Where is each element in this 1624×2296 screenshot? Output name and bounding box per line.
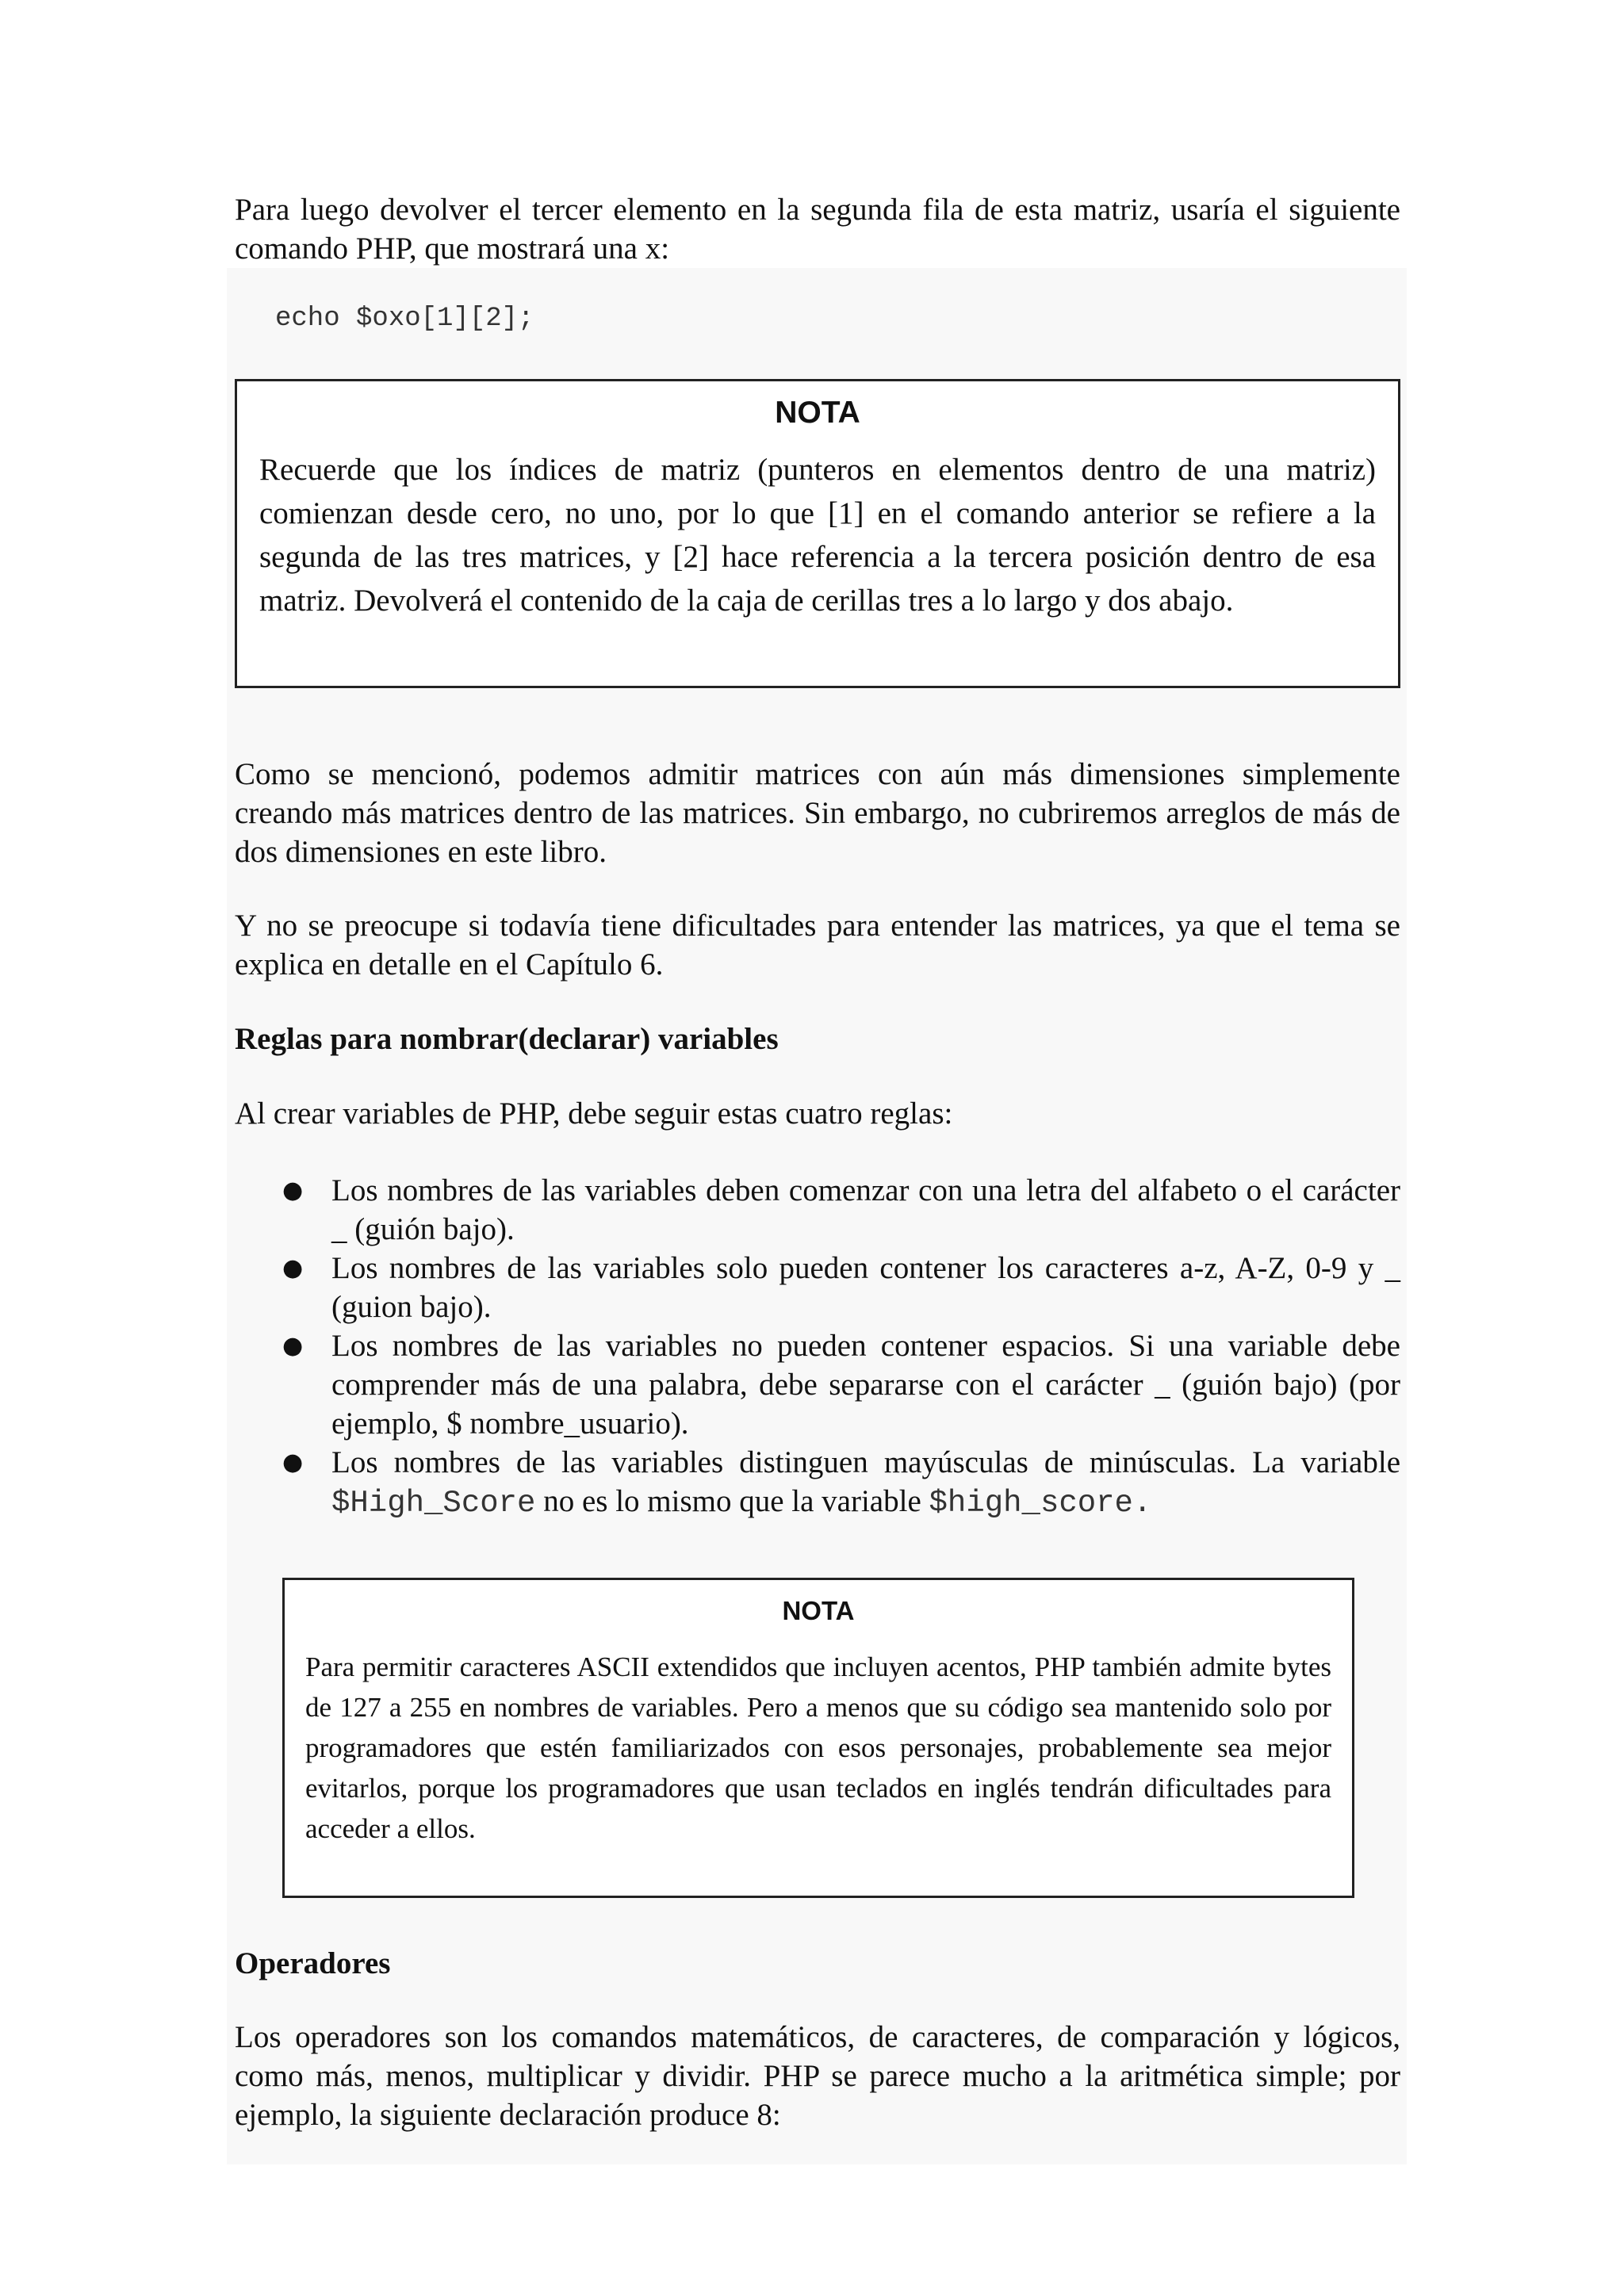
rules-intro: Al crear variables de PHP, debe seguir estas cuatro reglas: [235,1096,953,1131]
dimensions-paragraph: Como se mencionó, podemos admitir matrices con aún más dimensiones simplemente creando más matrices dentro de las matrices. Sin embargo, no cubriremos arreglos de más de dos dimensiones en este libro. [235,757,1400,869]
bullet-icon: ● [282,1254,304,1282]
note-title: NOTA [782,1596,855,1625]
section-heading-operators: Operadores [235,1946,391,1980]
note-text: Para permitir caracteres ASCII extendidos que incluyen acentos, PHP también admite bytes de 127 a 255 en nombres de variables. Pero a menos que su código sea mantenido solo por programadores que estén familiarizados con esos personajes, probablemente sea mejor evitarlos, porque los programadores que usan teclados en inglés tendrán dificultades para acceder a ellos. [305,1651,1331,1844]
bullet-icon: ● [282,1177,304,1204]
list-item: ● Los nombres de las variables no pueden contener espacios. Si una variable debe comprender más de una palabra, debe separarse con el carácter _ (guión bajo) (por ejemplo, $ nombre_usuario). [235,1326,1400,1443]
list-item: ● Los nombres de las variables distinguen mayúsculas de minúsculas. La variable $High_Score no es lo mismo que la variable $high_score. [235,1443,1400,1523]
section-heading-rules: Reglas para nombrar(declarar) variables [235,1022,779,1056]
list-item: ● Los nombres de las variables deben comenzar con una letra del alfabeto o el carácter _ (guión bajo). [235,1171,1400,1249]
list-item: ● Los nombres de las variables solo pueden contener los caracteres a-z, A-Z, 0-9 y _ (guion bajo). [235,1249,1400,1326]
note-box-2 [282,1578,1354,1898]
note-text: Recuerde que los índices de matriz (punteros en elementos dentro de una matriz) comienzan desde cero, no uno, por lo que [1] en el comando anterior se refiere a la segunda de las tres matrices, y [2] hace referencia a la tercera posición dentro de esa matriz. Devolverá el contenido de la caja de cerillas tres a lo largo y dos abajo. [259,453,1376,618]
inline-code: $High_Score [331,1486,536,1521]
rules-list [235,1171,1400,1523]
inline-code: $high_score. [929,1486,1152,1521]
chapter-paragraph: Y no se preocupe si todavía tiene dificultades para entender las matrices, ya que el tema se explica en detalle en el Capítulo 6. [235,909,1400,982]
operators-paragraph: Los operadores son los comandos matemáticos, de caracteres, de comparación y lógicos, como más, menos, multiplicar y dividir. PHP se parece mucho a la aritmética simple; por ejemplo, la siguiente declaración produce 8: [235,2020,1400,2132]
note-title: NOTA [775,396,860,430]
intro-paragraph: Para luego devolver el tercer elemento en la segunda fila de esta matriz, usaría el siguiente comando PHP, que mostrará una x: [235,193,1400,266]
note-box-1 [235,379,1400,688]
code-line: echo $oxo[1][2]; [275,304,534,334]
bullet-icon: ● [282,1332,304,1360]
bullet-icon: ● [282,1448,304,1476]
